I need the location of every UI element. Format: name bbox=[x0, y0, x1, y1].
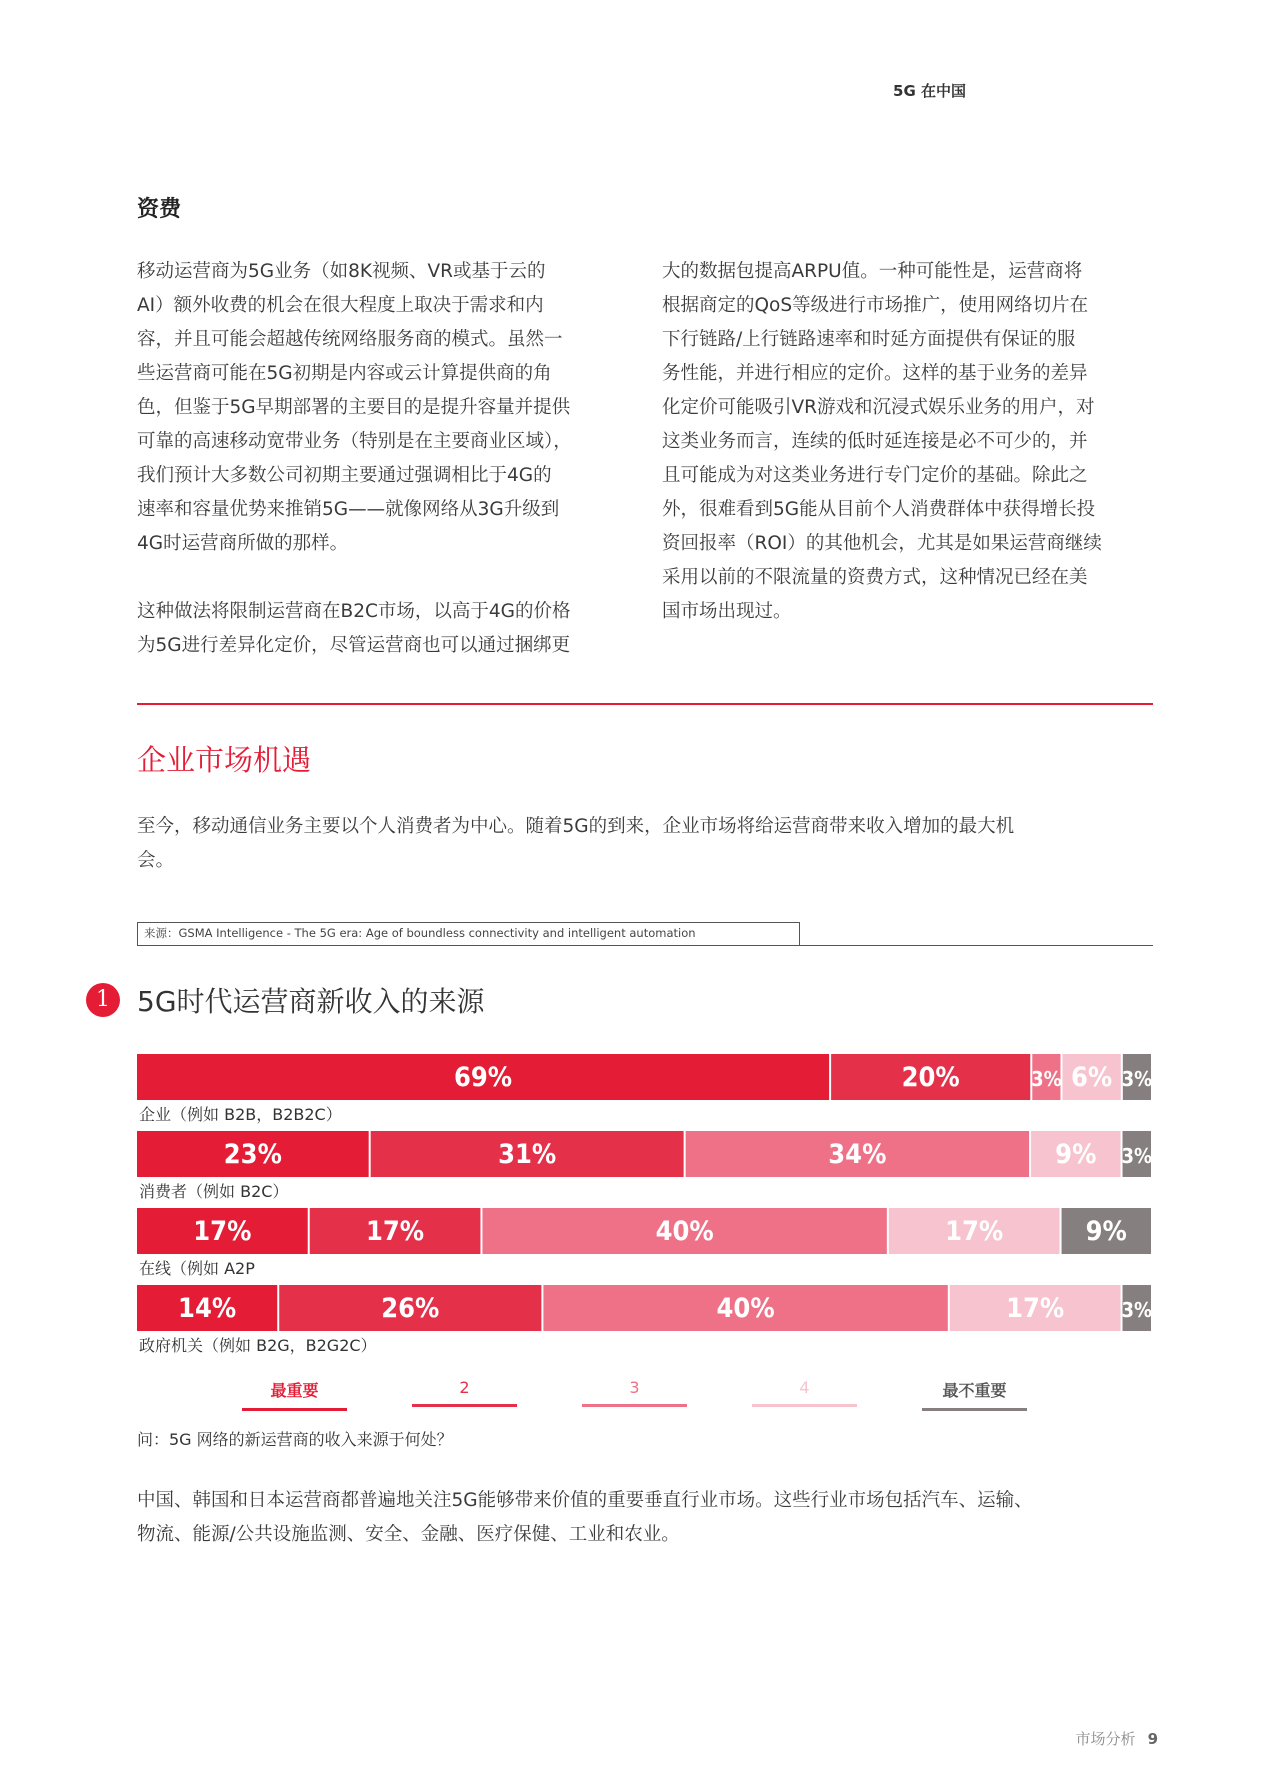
figure-number-badge: 1 bbox=[86, 983, 120, 1017]
legend-label: 最重要 bbox=[270, 1381, 319, 1400]
figure-question: 问：5G 网络的新运营商的收入来源于何处？ bbox=[137, 1430, 453, 1449]
page-number: 9 bbox=[1147, 1730, 1158, 1748]
category-label: 企业（例如 B2B，B2B2C） bbox=[139, 1105, 342, 1124]
data-label: 3% bbox=[1121, 1067, 1153, 1091]
data-label: 17% bbox=[1006, 1293, 1065, 1324]
data-label: 34% bbox=[828, 1139, 887, 1170]
text-line: 国市场出现过。 bbox=[662, 601, 792, 622]
source-rule bbox=[800, 945, 1153, 946]
data-label: 20% bbox=[901, 1062, 960, 1093]
text-line: 大的数据包提高ARPU值。一种可能性是，运营商将 bbox=[662, 261, 1083, 282]
category-label: 政府机关（例如 B2G，B2G2C） bbox=[139, 1336, 377, 1355]
data-label: 26% bbox=[381, 1293, 440, 1324]
page-header-label: 5G 在中国 bbox=[893, 82, 966, 100]
legend-item bbox=[922, 1378, 1027, 1411]
legend-swatch bbox=[412, 1404, 517, 1407]
bar-chart-svg bbox=[137, 1054, 1153, 1362]
text-line: 色，但鉴于5G早期部署的主要目的是提升容量并提供 bbox=[137, 397, 571, 418]
text-line: 物流、能源/公共设施监测、安全、金融、医疗保健、工业和农业。 bbox=[137, 1524, 680, 1545]
text-line: 些运营商可能在5G初期是内容或云计算提供商的角 bbox=[137, 363, 552, 384]
data-label: 31% bbox=[498, 1139, 557, 1170]
text-line: 化定价可能吸引VR游戏和沉浸式娱乐业务的用户，对 bbox=[662, 397, 1095, 418]
legend-item bbox=[242, 1378, 347, 1411]
text-line: 4G时运营商所做的那样。 bbox=[137, 533, 349, 554]
section-title-enterprise: 企业市场机遇 bbox=[137, 743, 312, 777]
data-label: 9% bbox=[1085, 1216, 1127, 1247]
text-line: 务性能，并进行相应的定价。这样的基于业务的差异 bbox=[662, 363, 1088, 384]
text-line: 下行链路/上行链路速率和时延方面提供有保证的服 bbox=[662, 329, 1076, 350]
data-label: 23% bbox=[223, 1139, 282, 1170]
figure-title: 5G时代运营商新收入的来源 bbox=[137, 985, 485, 1018]
text-line: 速率和容量优势来推销5G——就像网络从3G升级到 bbox=[137, 499, 560, 520]
left-column-text bbox=[137, 255, 572, 663]
legend-swatch bbox=[752, 1404, 857, 1407]
legend-swatch bbox=[242, 1408, 347, 1411]
figure-source: 来源：GSMA Intelligence - The 5G era: Age of boundless connectivity and intelligent automation bbox=[137, 922, 800, 946]
text-line: 移动运营商为5G业务（如8K视频、VR或基于云的 bbox=[137, 261, 546, 282]
page-footer bbox=[1076, 1728, 1158, 1749]
footer-section: 市场分析 bbox=[1075, 1730, 1136, 1748]
text-line: 可靠的高速移动宽带业务（特别是在主要商业区域）， bbox=[137, 431, 572, 452]
data-label: 14% bbox=[178, 1293, 237, 1324]
text-line: 容，并且可能会超越传统网络服务商的模式。虽然一 bbox=[137, 329, 563, 350]
category-label: 消费者（例如 B2C） bbox=[139, 1182, 289, 1201]
category-label: 在线（例如 A2P bbox=[139, 1259, 255, 1278]
bar-row bbox=[137, 1054, 1152, 1124]
data-label: 6% bbox=[1071, 1062, 1113, 1093]
data-label: 69% bbox=[453, 1062, 513, 1093]
legend-item bbox=[752, 1378, 857, 1407]
legend-item bbox=[582, 1378, 687, 1407]
data-label: 17% bbox=[366, 1216, 425, 1247]
text-line: 根据商定的QoS等级进行市场推广，使用网络切片在 bbox=[662, 295, 1089, 316]
legend-item bbox=[412, 1378, 517, 1407]
data-label: 17% bbox=[193, 1216, 252, 1247]
text-line: 这类业务而言，连续的低时延连接是必不可少的，并 bbox=[662, 431, 1088, 452]
text-line: 且可能成为对这类业务进行专门定价的基础。除此之 bbox=[662, 465, 1088, 486]
enterprise-intro bbox=[137, 810, 1014, 878]
data-label: 17% bbox=[945, 1216, 1004, 1247]
right-column-text bbox=[662, 255, 1102, 629]
data-label: 40% bbox=[716, 1293, 775, 1324]
data-label: 3% bbox=[1121, 1298, 1153, 1322]
legend-label: 2 bbox=[459, 1378, 470, 1397]
text-line: 外，很难看到5G能从目前个人消费群体中获得增长投 bbox=[662, 499, 1096, 520]
text-line: 资回报率（ROI）的其他机会，尤其是如果运营商继续 bbox=[662, 533, 1102, 554]
legend-label: 3 bbox=[629, 1378, 640, 1397]
text-line: 采用以前的不限流量的资费方式，这种情况已经在美 bbox=[662, 567, 1088, 588]
text-line bbox=[137, 561, 572, 595]
legend-swatch bbox=[582, 1404, 687, 1407]
section-title-tariffs: 资费 bbox=[137, 197, 182, 222]
closing-paragraph bbox=[137, 1484, 1033, 1552]
data-label: 3% bbox=[1031, 1067, 1062, 1091]
bar-row bbox=[137, 1208, 1151, 1278]
text-line: 为5G进行差异化定价，尽管运营商也可以通过捆绑更 bbox=[137, 635, 571, 656]
text-line: 我们预计大多数公司初期主要通过强调相比于4G的 bbox=[137, 465, 552, 486]
text-line: 这种做法将限制运营商在B2C市场，以高于4G的价格 bbox=[137, 601, 571, 622]
text-line: 中国、韩国和日本运营商都普遍地关注5G能够带来价值的重要垂直行业市场。这些行业市场包括汽车、运输、 bbox=[137, 1490, 1033, 1511]
section-divider bbox=[137, 703, 1153, 705]
text-line: 至今，移动通信业务主要以个人消费者为中心。随着5G的到来，企业市场将给运营商带来收入增加的最大机 bbox=[137, 816, 1015, 837]
text-line: 会。 bbox=[137, 850, 175, 871]
legend-swatch bbox=[922, 1408, 1027, 1411]
data-label: 40% bbox=[655, 1216, 714, 1247]
bar-row bbox=[137, 1285, 1152, 1355]
data-label: 3% bbox=[1121, 1144, 1153, 1168]
legend-label: 4 bbox=[799, 1378, 810, 1397]
stacked-bar-chart bbox=[137, 1054, 1153, 1366]
data-label: 9% bbox=[1055, 1139, 1097, 1170]
text-line: AI）额外收费的机会在很大程度上取决于需求和内 bbox=[137, 295, 544, 316]
legend-label: 最不重要 bbox=[942, 1381, 1007, 1400]
bar-row bbox=[137, 1131, 1152, 1201]
